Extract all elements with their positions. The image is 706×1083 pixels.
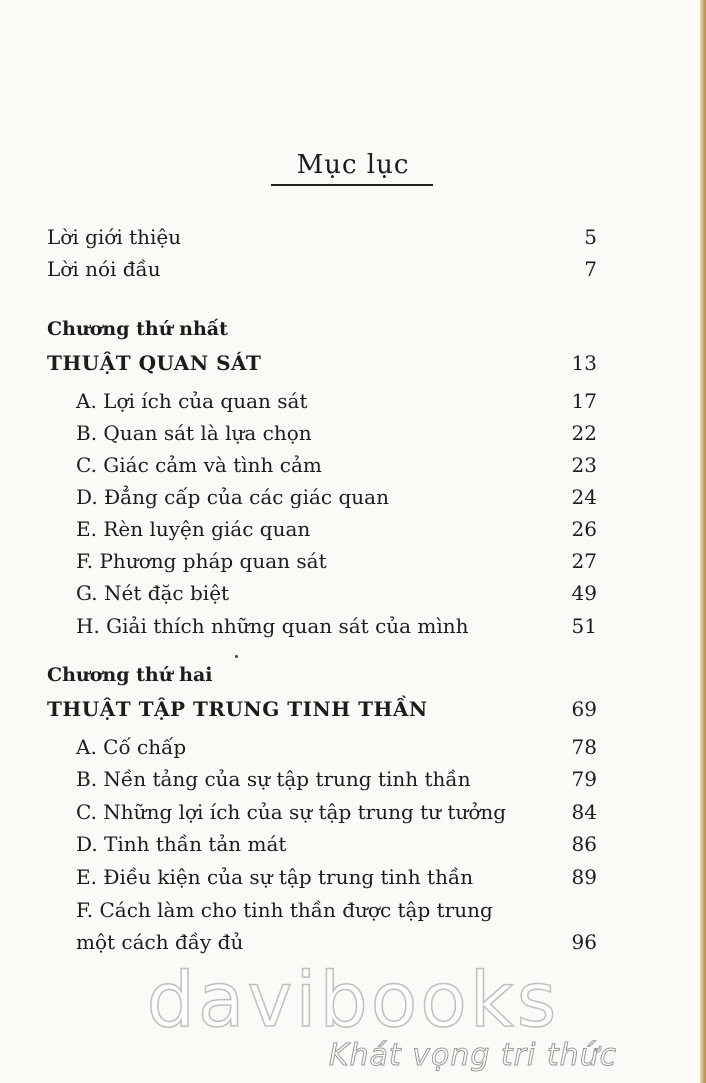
- toc-entry-page: 17: [571, 389, 597, 413]
- toc-entry-page: 96: [571, 930, 597, 954]
- chapter-label: Chương thứ hai: [47, 664, 213, 686]
- chapter-heading: [47, 347, 597, 379]
- toc-entry: [76, 514, 597, 544]
- toc-entry-page: 22: [571, 421, 597, 445]
- toc-entry-title: B. Quan sát là lựa chọn: [76, 421, 312, 445]
- chapter-page: 69: [571, 697, 597, 721]
- toc-entry-title: A. Lợi ích của quan sát: [76, 389, 308, 413]
- chapter-label: Chương thứ nhất: [47, 318, 228, 340]
- toc-entry-title: D. Tinh thần tản mát: [76, 832, 287, 856]
- toc-entry-page: 84: [571, 800, 597, 824]
- toc-entry: [76, 386, 597, 416]
- toc-entry: [76, 927, 597, 957]
- toc-entry-page: 78: [571, 735, 597, 759]
- toc-entry-page: 86: [571, 832, 597, 856]
- chapter-title: THUẬT TẬP TRUNG TINH THẦN: [47, 697, 428, 721]
- chapter-title: THUẬT QUAN SÁT: [47, 351, 262, 375]
- watermark-brand: davibooks: [146, 955, 560, 1044]
- toc-entry-page: 26: [571, 517, 597, 541]
- toc-entry-title: C. Giác cảm và tình cảm: [76, 453, 322, 477]
- toc-entry: [76, 482, 597, 512]
- toc-entry: [76, 578, 597, 608]
- toc-entry-page: 23: [571, 453, 597, 477]
- ink-speck: [235, 655, 238, 658]
- toc-entry-title: E. Điều kiện của sự tập trung tinh thần: [76, 865, 474, 889]
- toc-entry-page: 89: [571, 865, 597, 889]
- toc-entry-title: C. Những lợi ích của sự tập trung tư tưởng: [76, 800, 507, 824]
- toc-entry-title: E. Rèn luyện giác quan: [76, 517, 311, 541]
- toc-entry: [76, 895, 597, 925]
- toc-entry: [76, 797, 597, 827]
- toc-entry-title: một cách đầy đủ: [76, 930, 244, 954]
- toc-entry: [76, 862, 597, 892]
- toc-entry-title: Lời nói đầu: [47, 257, 161, 281]
- toc-entry: [76, 829, 597, 859]
- toc-entry: [76, 450, 597, 480]
- toc-entry-title: F. Phương pháp quan sát: [76, 549, 327, 573]
- watermark-slogan: Khát vọng tri thức: [328, 1038, 618, 1073]
- toc-entry-title: H. Giải thích những quan sát của mình: [76, 614, 469, 638]
- toc-entry-page: 7: [584, 257, 597, 281]
- toc-entry: [76, 732, 597, 762]
- toc-entry: [76, 546, 597, 576]
- chapter-page: 13: [571, 351, 597, 375]
- toc-entry-title: F. Cách làm cho tinh thần được tập trung: [76, 898, 493, 922]
- toc-entry-page: 49: [571, 581, 597, 605]
- toc-entry-page: 24: [571, 485, 597, 509]
- toc-entry-title: G. Nét đặc biệt: [76, 581, 230, 605]
- toc-entry: [76, 418, 597, 448]
- toc-entry-title: Lời giới thiệu: [47, 225, 182, 249]
- toc-entry-title: B. Nền tảng của sự tập trung tinh thần: [76, 767, 471, 791]
- toc-entry: [47, 222, 597, 252]
- page-title: Mục lục: [0, 150, 706, 180]
- toc-entry: [76, 611, 597, 641]
- toc-entry-page: 51: [571, 614, 597, 638]
- toc-entry-title: A. Cố chấp: [76, 735, 187, 759]
- title-underline: [271, 184, 434, 186]
- chapter-heading: [47, 693, 597, 725]
- toc-entry: [76, 764, 597, 794]
- toc-entry-page: 5: [584, 225, 597, 249]
- toc-entry-page: 79: [571, 767, 597, 791]
- toc-entry-page: 27: [571, 549, 597, 573]
- toc-entry: [47, 254, 597, 284]
- toc-entry-title: D. Đẳng cấp của các giác quan: [76, 485, 389, 509]
